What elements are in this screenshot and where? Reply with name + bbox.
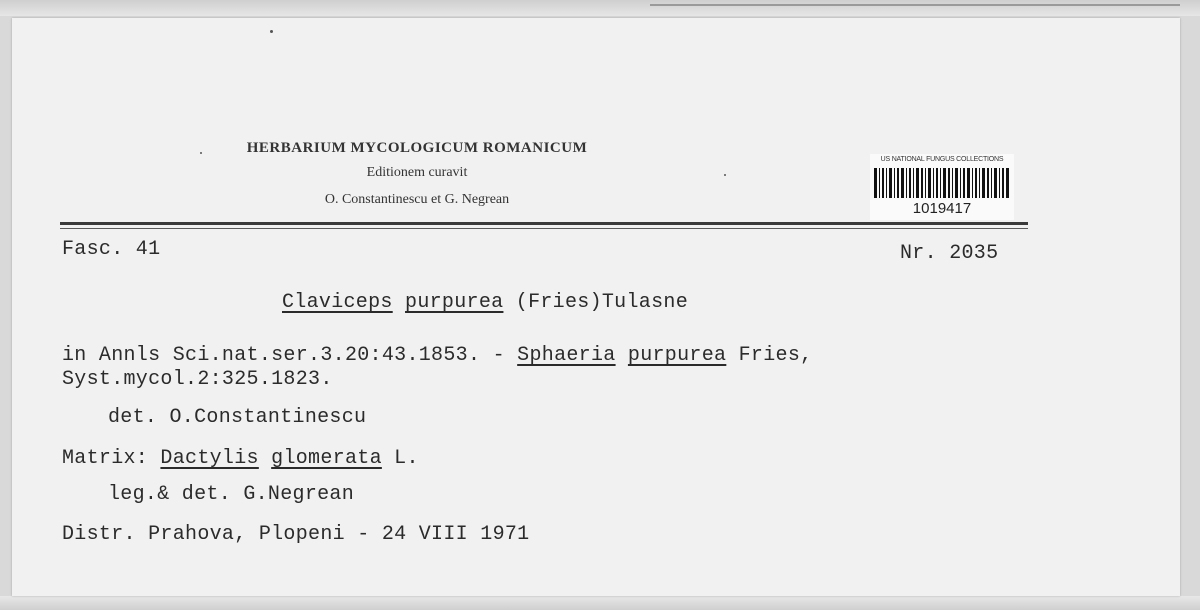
host-species: glomerata	[271, 447, 382, 470]
barcode-icon	[874, 168, 1010, 198]
specimen-number: Nr. 2035	[900, 242, 999, 265]
taxon-name	[282, 291, 688, 314]
herbarium-title: HERBARIUM MYCOLOGICUM ROMANICUM	[246, 140, 588, 156]
host-genus: Dactylis	[160, 447, 259, 470]
taxon-author: (Fries)Tulasne	[515, 291, 688, 314]
citation-prefix: in Annls Sci.nat.ser.3.20:43.1853. -	[62, 344, 518, 367]
paper-speck	[270, 30, 273, 33]
edition-label: Editionem curavit	[366, 165, 468, 180]
host-author: L.	[381, 447, 419, 470]
synonym-author: Fries,	[726, 344, 813, 367]
citation-line-2: Syst.mycol.2:325.1823.	[62, 368, 333, 391]
taxon-species: purpurea	[405, 291, 504, 314]
matrix-prefix: Matrix:	[62, 447, 161, 470]
editors-line: O. Constantinescu et G. Negrean	[324, 192, 510, 207]
top-sheet-edge	[0, 0, 1200, 16]
divider-rule-thin	[60, 228, 1028, 229]
citation-line-1	[62, 344, 812, 367]
synonym-species: purpurea	[627, 344, 727, 367]
determiner: det. O.Constantinescu	[108, 406, 367, 429]
taxon-genus: Claviceps	[282, 291, 393, 314]
barcode-caption: US NATIONAL FUNGUS COLLECTIONS	[880, 156, 1004, 163]
fascicle-number: Fasc. 41	[62, 238, 161, 261]
paper-speck	[724, 174, 726, 176]
barcode-number: 1019417	[912, 200, 972, 217]
top-sheet-line	[650, 4, 1180, 6]
divider-rule	[60, 222, 1028, 225]
specimen-label	[12, 18, 1180, 596]
barcode-sticker	[870, 154, 1014, 220]
bottom-sheet-edge	[0, 596, 1200, 610]
matrix-line	[62, 447, 419, 470]
locality-date: Distr. Prahova, Plopeni - 24 VIII 1971	[62, 523, 530, 546]
synonym-genus: Sphaeria	[517, 344, 616, 367]
collector: leg.& det. G.Negrean	[108, 483, 355, 506]
